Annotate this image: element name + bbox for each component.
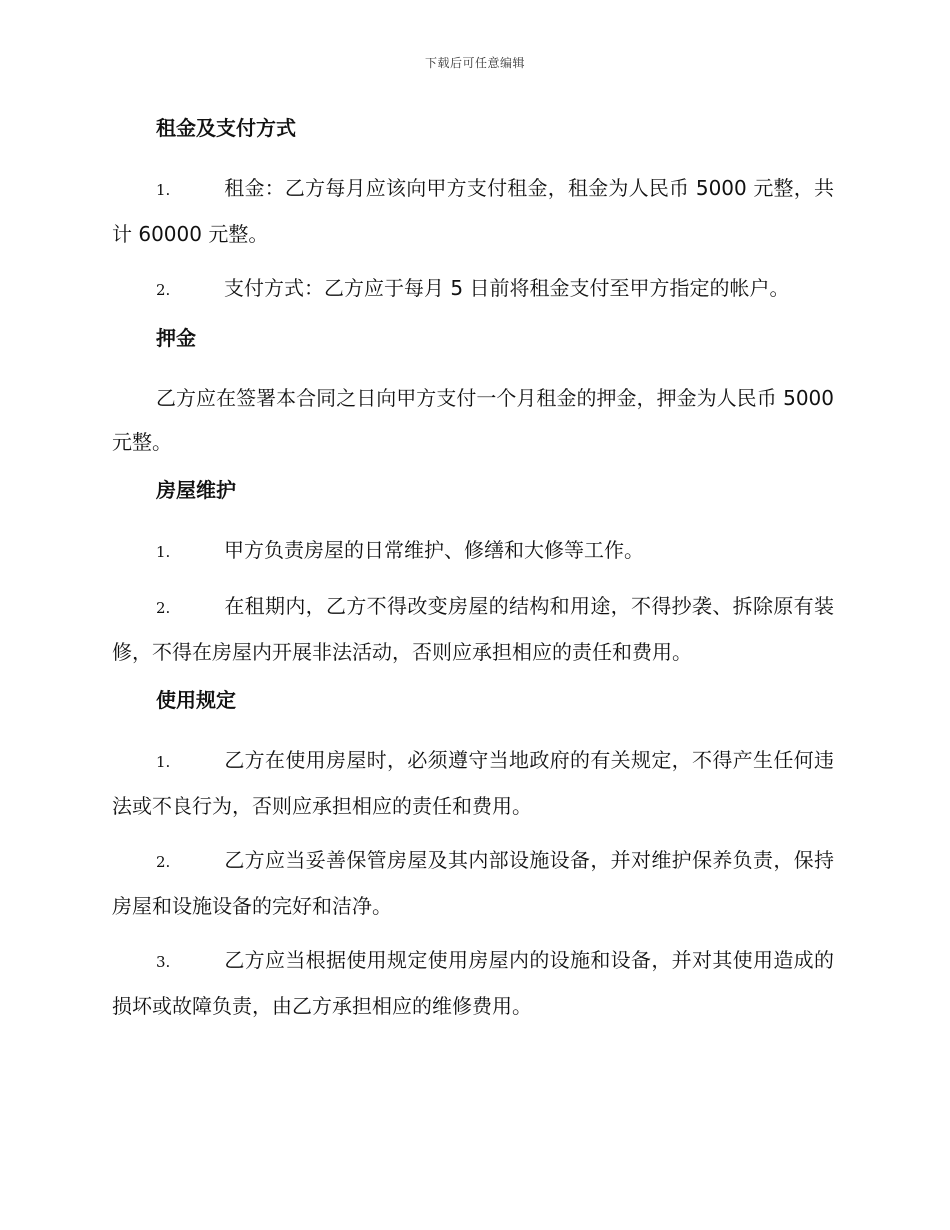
clause-text: 在租期内，乙方不得改变房屋的结构和用途，不得抄袭、拆除原有装修，不得在房屋内开展非法活动，否则应承担相应的责任和费用。	[112, 594, 834, 664]
clause-item	[112, 838, 834, 928]
clause-item	[112, 266, 834, 312]
clause-text: 乙方应在签署本合同之日向甲方支付一个月租金的押金，押金为人民币 5000 元整。	[112, 386, 834, 454]
clause-item	[112, 166, 834, 256]
clause-number: 1.	[156, 181, 171, 199]
clause-text: 乙方应当根据使用规定使用房屋内的设施和设备，并对其使用造成的损坏或故障负责，由乙方承担相应的维修费用。	[112, 948, 834, 1018]
clause-text: 支付方式：乙方应于每月 5 日前将租金支付至甲方指定的帐户。	[224, 276, 790, 300]
clause-number: 2.	[156, 599, 171, 617]
section-usage-rules	[112, 684, 834, 1028]
section-maintenance	[112, 474, 834, 674]
clause-item	[112, 584, 834, 674]
section-title: 押金	[156, 326, 196, 350]
section-title: 使用规定	[156, 688, 236, 712]
section-title: 房屋维护	[156, 478, 236, 502]
clause-number: 3.	[156, 953, 171, 971]
clause-number: 1.	[156, 753, 171, 771]
clause-number: 1.	[156, 543, 171, 561]
clause-item	[112, 938, 834, 1028]
clause-text: 乙方应当妥善保管房屋及其内部设施设备，并对维护保养负责，保持房屋和设施设备的完好和洁净。	[112, 848, 834, 918]
clause-text: 乙方在使用房屋时，必须遵守当地政府的有关规定，不得产生任何违法或不良行为，否则应承担相应的责任和费用。	[112, 748, 834, 818]
clause-number: 2.	[156, 853, 171, 871]
clause-item	[112, 528, 834, 574]
clause-text: 甲方负责房屋的日常维护、修缮和大修等工作。	[224, 538, 644, 562]
page-header: 下载后可任意编辑	[424, 56, 525, 70]
section-title: 租金及支付方式	[156, 116, 296, 140]
clause-item	[112, 738, 834, 828]
clause-text: 租金：乙方每月应该向甲方支付租金，租金为人民币 5000 元整，共计 60000 元整。	[112, 176, 834, 246]
section-rent-payment	[112, 112, 834, 312]
document-body	[112, 112, 834, 1038]
section-deposit	[112, 322, 834, 464]
clause-number: 2.	[156, 281, 171, 299]
